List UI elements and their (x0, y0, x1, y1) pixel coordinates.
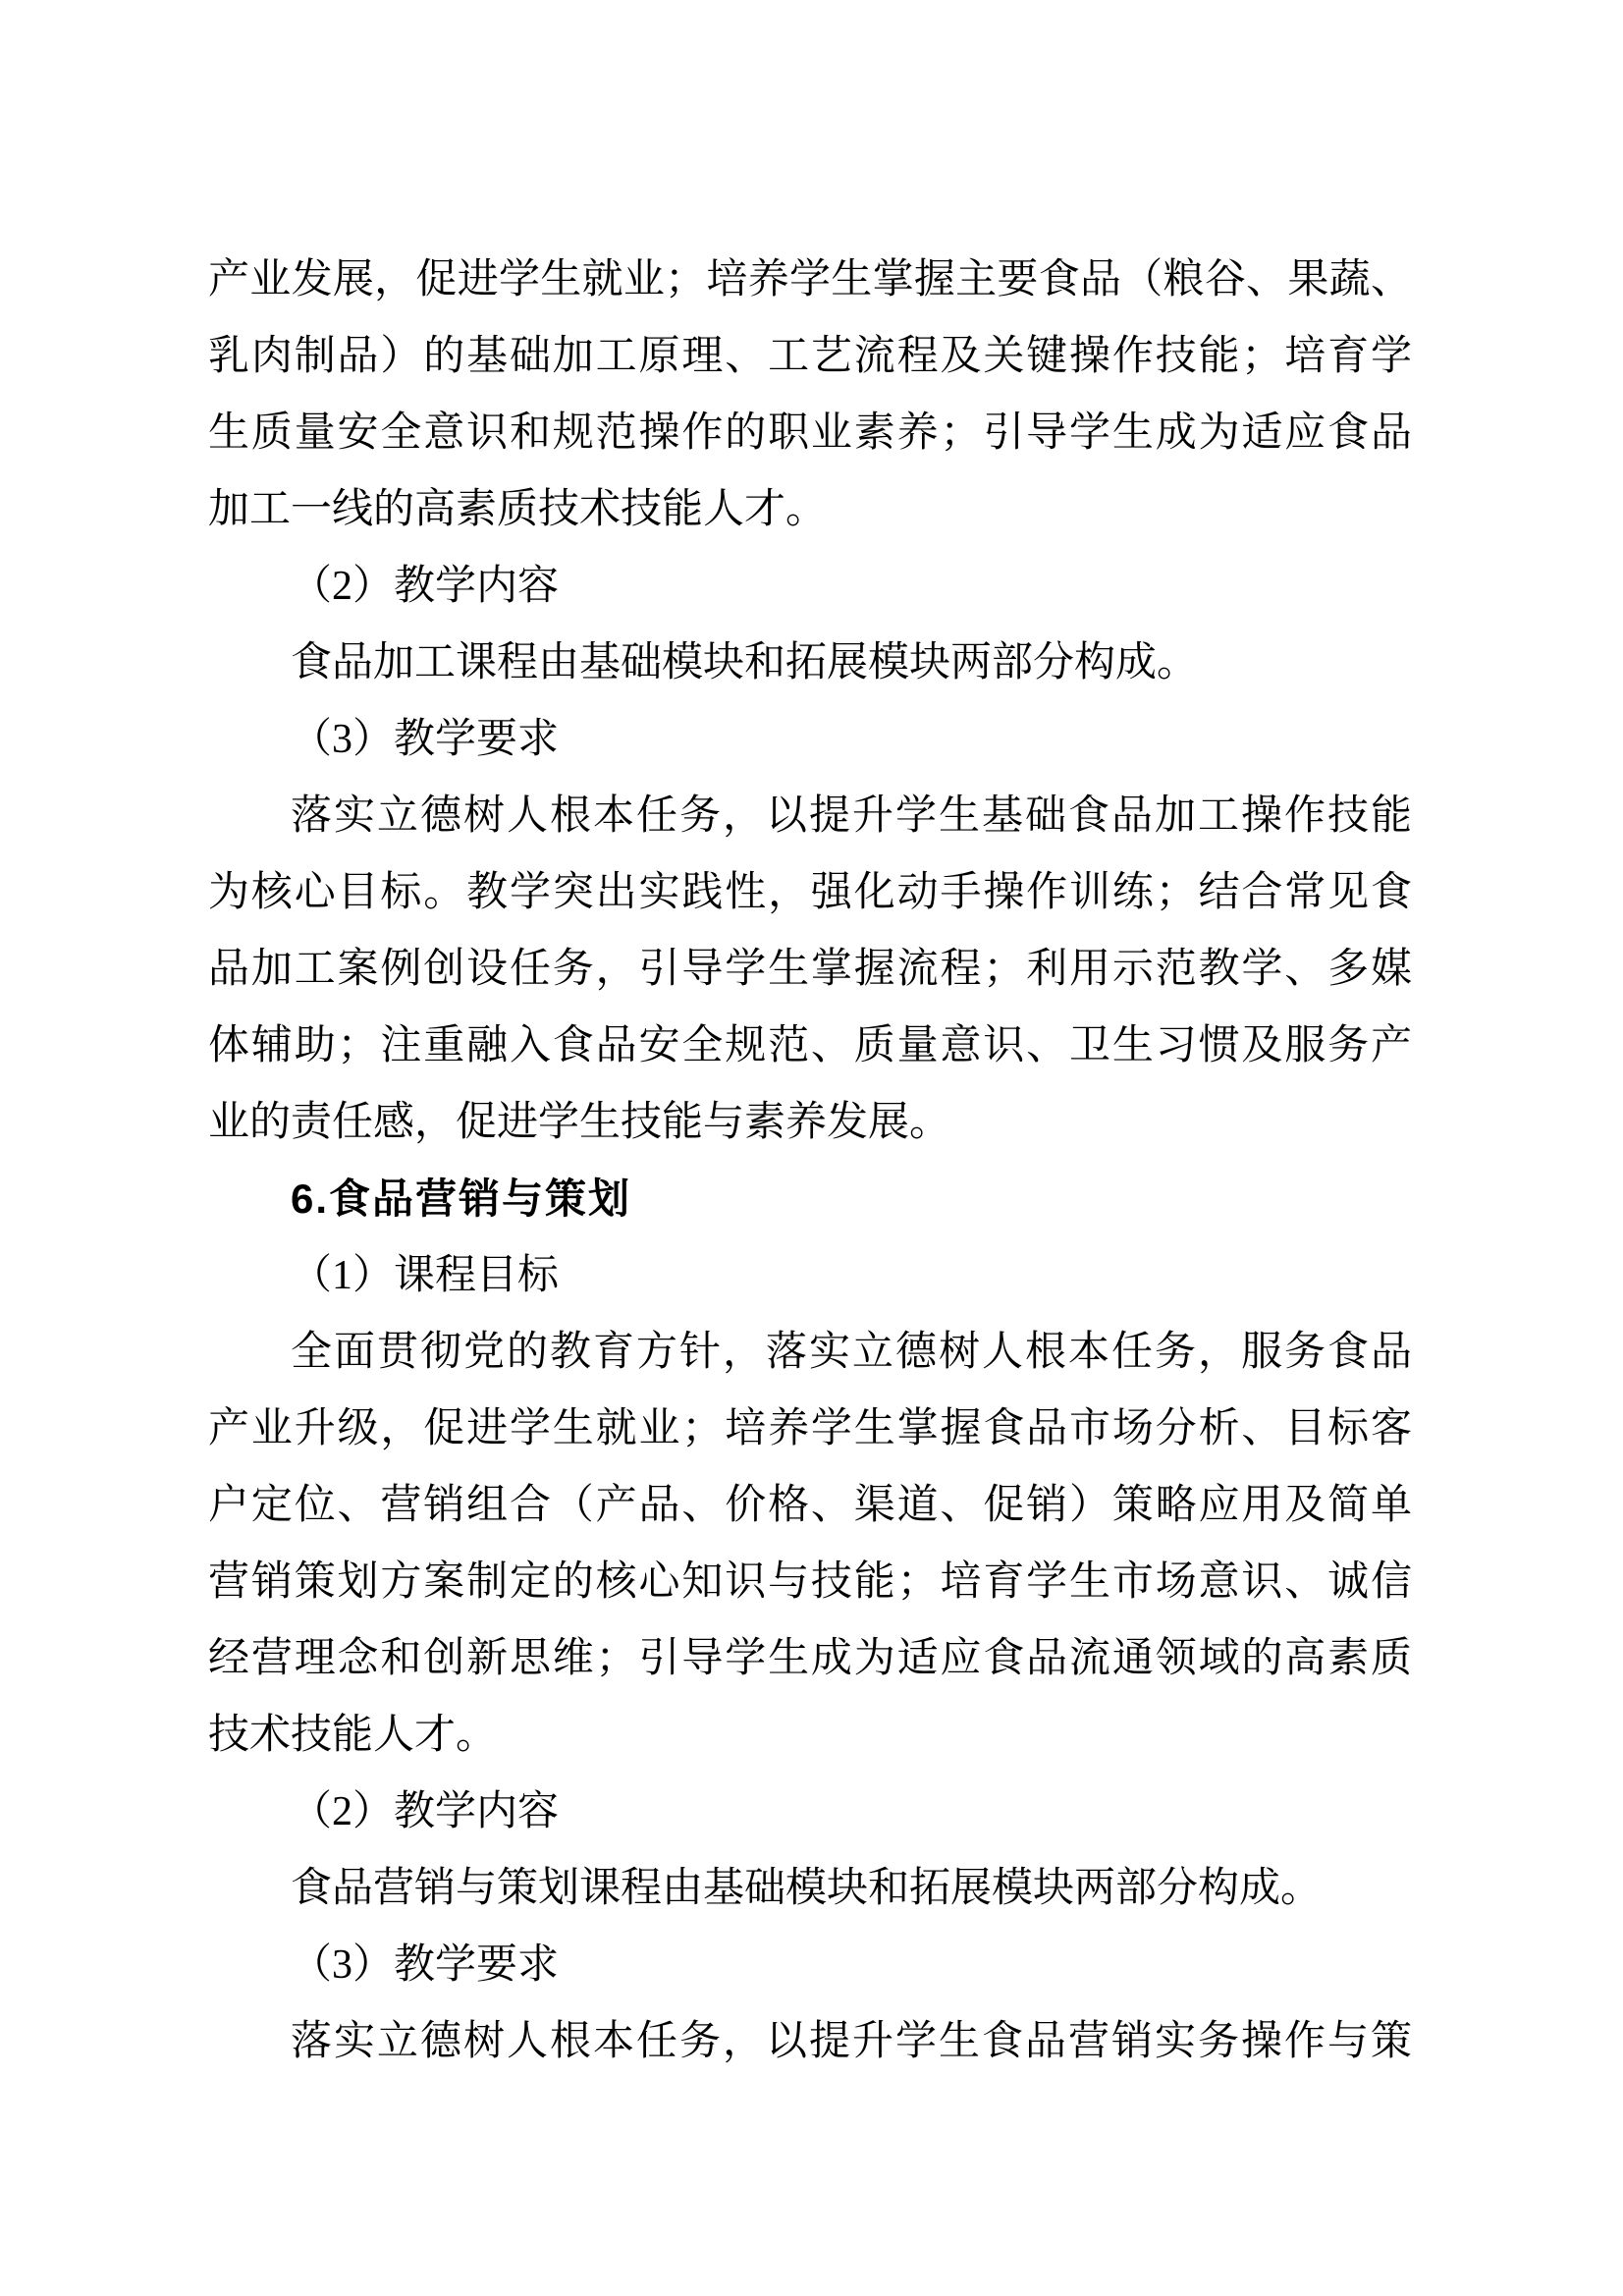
text-line: 营销策划方案制定的核心知识与技能；培育学生市场意识、诚信 (208, 1559, 1412, 1605)
text-line: 品加工案例创设任务，引导学生掌握流程；利用示范教学、多媒 (208, 947, 1412, 992)
text-line: （2）教学内容 (291, 564, 560, 609)
text-line: 技术技能人才。 (208, 1713, 498, 1758)
text-line: 落实立德树人根本任务，以提升学生基础食品加工操作技能 (291, 793, 1412, 839)
text-line: 食品营销与策划课程由基础模块和拓展模块两部分构成。 (291, 1866, 1323, 1911)
text-line: （1）课程目标 (291, 1253, 560, 1298)
text-line: 产业升级，促进学生就业；培养学生掌握食品市场分析、目标客 (208, 1406, 1412, 1451)
text-line: 落实立德树人根本任务，以提升学生食品营销实务操作与策 (291, 2019, 1412, 2064)
text-line: 食品加工课程由基础模块和拓展模块两部分构成。 (291, 640, 1199, 685)
text-line: 经营理念和创新思维；引导学生成为适应食品流通领域的高素质 (208, 1636, 1412, 1681)
text-line: 乳肉制品）的基础加工原理、工艺流程及关键操作技能；培育学 (208, 334, 1412, 379)
text-line: （3）教学要求 (291, 717, 560, 762)
text-line: 全面贯彻党的教育方针，落实立德树人根本任务，服务食品 (291, 1330, 1412, 1375)
text-block (208, 242, 1412, 2080)
text-line: 6.食品营销与策划 (291, 1175, 632, 1222)
text-line: 业的责任感，促进学生技能与素养发展。 (208, 1100, 951, 1145)
text-line: 体辅助；注重融入食品安全规范、质量意识、卫生习惯及服务产 (208, 1023, 1412, 1068)
text-line: 加工一线的高素质技术技能人才。 (208, 487, 828, 532)
text-line: （2）教学内容 (291, 1789, 560, 1834)
text-line: （3）教学要求 (291, 1942, 560, 1988)
text-line: 产业发展，促进学生就业；培养学生掌握主要食品（粮谷、果蔬、 (208, 257, 1412, 302)
text-line: 户定位、营销组合（产品、价格、渠道、促销）策略应用及简单 (208, 1483, 1412, 1528)
text-line: 生质量安全意识和规范操作的职业素养；引导学生成为适应食品 (208, 410, 1412, 456)
text-line: 为核心目标。教学突出实践性，强化动手操作训练；结合常见食 (208, 870, 1412, 915)
